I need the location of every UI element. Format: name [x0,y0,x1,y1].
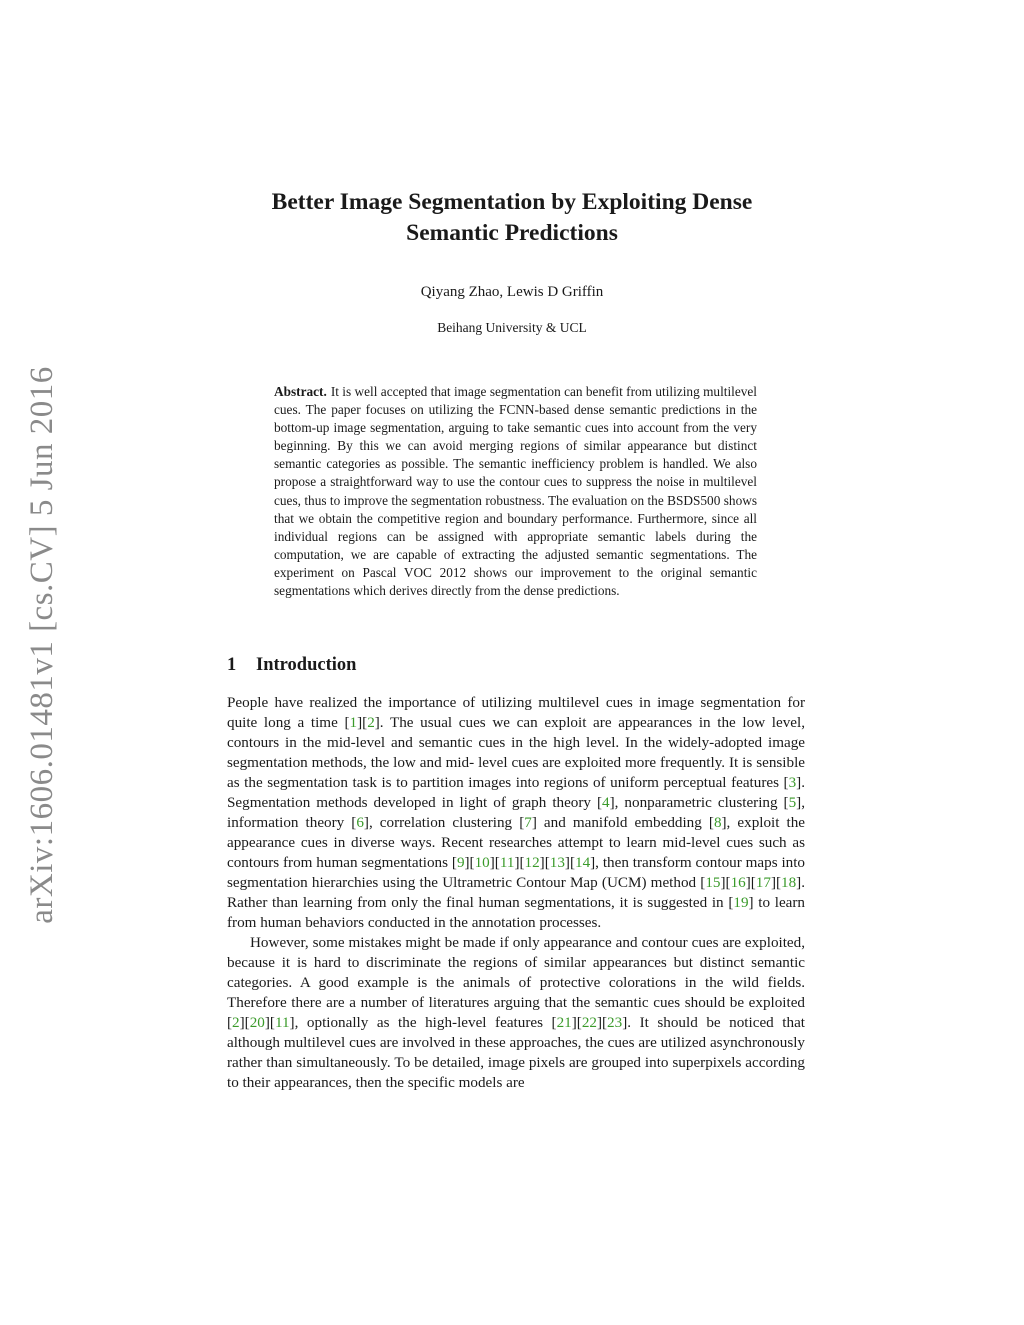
abstract-label: Abstract. [274,384,327,399]
paragraph-text: ][ [571,1014,582,1031]
paper-affiliation: Beihang University & UCL [437,320,587,335]
paragraph-text: ][ [770,874,782,891]
citation-link[interactable]: 1 [349,714,358,731]
citation-link[interactable]: 5 [788,794,797,811]
paragraph-text: ]. The usual cues we can exploit are appearances in the low level, contours in the mid-level and semantic cues in the high level. In the widely-adopted image segmentation methods, the low and mid- level cues are exploited more frequently. It is sensible as the segmentation task is to partition images into regions of uniform perceptual features [227,714,805,791]
paragraph-text: [ [596,794,603,811]
paragraph-text: ], nonparametric clustering [609,794,784,811]
paper-title-line-2: Semantic Predictions [406,220,618,246]
paragraph-text: [ [551,1014,557,1031]
abstract-text: It is well accepted that image segmentation can benefit from utilizing multilevel cues. The paper focuses on utilizing the FCNN-based dense semantic predictions in the bottom-up image segmentation, arguing to take semantic cues into account from the very beginning. By this we can avoid merging regions of similar appearance but distinct semantic categories as possible. The semantic inefficiency problem is handled. We also propose a straightforward way to use the contour cues to suppress the noise in multilevel cues, thus to improve the segmentation robustness. The evaluation on the BSDS500 shows that we obtain the competitive region and boundary performance. Furthermore, since all individual regions can be assigned with appropriate semantic labels during the computation, we are capable of extracting the adjusted semantic segmentations. The experiment on Pascal VOC 2012 shows our improvement to the original semantic segmentations which derives directly from the dense predictions. [274,384,757,599]
citation-link[interactable]: 18 [781,874,797,891]
citation-link[interactable]: 17 [755,874,771,891]
citation-link[interactable]: 13 [549,854,565,871]
paragraph-text: [ [700,874,706,891]
citation-link[interactable]: 14 [575,854,591,871]
citation-link[interactable]: 15 [705,874,721,891]
paragraph-text: [ [708,814,714,831]
intro-paragraph [227,933,805,1093]
section-heading-introduction [227,653,356,677]
citation-link[interactable]: 4 [602,794,610,811]
paragraph-text: ][ [489,854,500,871]
paragraph-text: ], optionally as the high-level features [289,1014,552,1031]
paragraph-text: ]. Segmentation methods developed in light of graph theory [227,774,805,811]
paragraph-text: [ [519,814,525,831]
paragraph-text: People have realized the importance of utilizing multilevel cues in image segmentation for quite long a time [227,694,805,731]
citation-link[interactable]: 2 [367,714,375,731]
citation-link[interactable]: 21 [556,1014,572,1031]
section-title: Introduction [256,655,357,675]
citation-link[interactable]: 6 [356,814,364,831]
paragraph-text: [ [783,774,789,791]
citation-link[interactable]: 11 [274,1014,290,1031]
paragraph-text: ][ [745,874,756,891]
citation-link[interactable]: 7 [524,814,532,831]
citation-link[interactable]: 12 [524,854,540,871]
citation-link[interactable]: 11 [499,854,515,871]
citation-link[interactable]: 22 [581,1014,597,1031]
paragraph-text: [ [783,794,789,811]
paragraph-text: However, some mistakes might be made if only appearance and contour cues are exploited, because it is hard to discriminate the regions of similar appearances but distinct semantic categories. A good example is the animals of protective colorations in the wild fields. Therefore there are a number of literatures arguing that the semantic cues should be exploited [227,934,805,1011]
paragraph-text: ], then transform contour maps into segmentation hierarchies using the Ultrametric Contour Map (UCM) method [227,854,806,891]
paragraph-text: [ [728,894,734,911]
paragraph-text: ], correlation clustering [363,814,520,831]
paragraph-text: ], exploit the appearance cues in diverse ways. Recent researches attempt to learn mid-level cues such as contours from human segmentations [227,814,806,871]
paper-title [0,187,1024,249]
paragraph-text: [ [344,714,350,731]
citation-link[interactable]: 10 [474,854,490,871]
paragraph-text: ][ [464,854,475,871]
citation-link[interactable]: 3 [788,774,797,791]
paragraph-text: ][ [539,854,550,871]
paper-authors: Qiyang Zhao, Lewis D Griffin [420,284,604,300]
citation-link[interactable]: 23 [607,1014,623,1031]
paragraph-text: ][ [596,1014,608,1031]
paragraph-text: ] to learn from human behaviors conducted in the annotation processes. [227,894,805,931]
paragraph-text: ][ [264,1014,275,1031]
paragraph-text: ][ [564,854,575,871]
paragraph-text: [ [451,854,457,871]
paragraph-text: ], information theory [227,794,805,831]
citation-link[interactable]: 8 [713,814,722,831]
paragraph-text: ]. It should be noticed that although multilevel cues are involved in these approaches, the cues are utilized asynchronously rather than simultaneously. To be detailed, image pixels are grouped into superpixels according to their appearances, then the specific models are [227,1014,805,1091]
paragraph-text: ]. Rather than learning from only the final human segmentations, it is suggested in [227,874,805,911]
paragraph-text: ] and manifold embedding [531,814,709,831]
paragraph-text: ][ [720,874,731,891]
citation-link[interactable]: 9 [456,854,465,871]
citation-link[interactable]: 19 [733,894,749,911]
paragraph-text: ][ [514,854,525,871]
introduction-body [227,693,805,1093]
paragraph-text: [ [227,1014,233,1031]
paragraph-text: ][ [239,1014,250,1031]
section-number: 1 [227,655,237,675]
abstract [274,383,757,600]
paragraph-text: ][ [357,714,368,731]
intro-paragraph [227,693,805,933]
paper-title-line-1: Better Image Segmentation by Exploiting Dense [271,189,753,215]
citation-link[interactable]: 16 [730,874,746,891]
arxiv-side-stamp: arXiv:1606.01481v1 [cs.CV] 5 Jun 2016 [24,366,60,924]
paragraph-text: [ [351,814,357,831]
citation-link[interactable]: 2 [232,1014,240,1031]
citation-link[interactable]: 20 [249,1014,265,1031]
